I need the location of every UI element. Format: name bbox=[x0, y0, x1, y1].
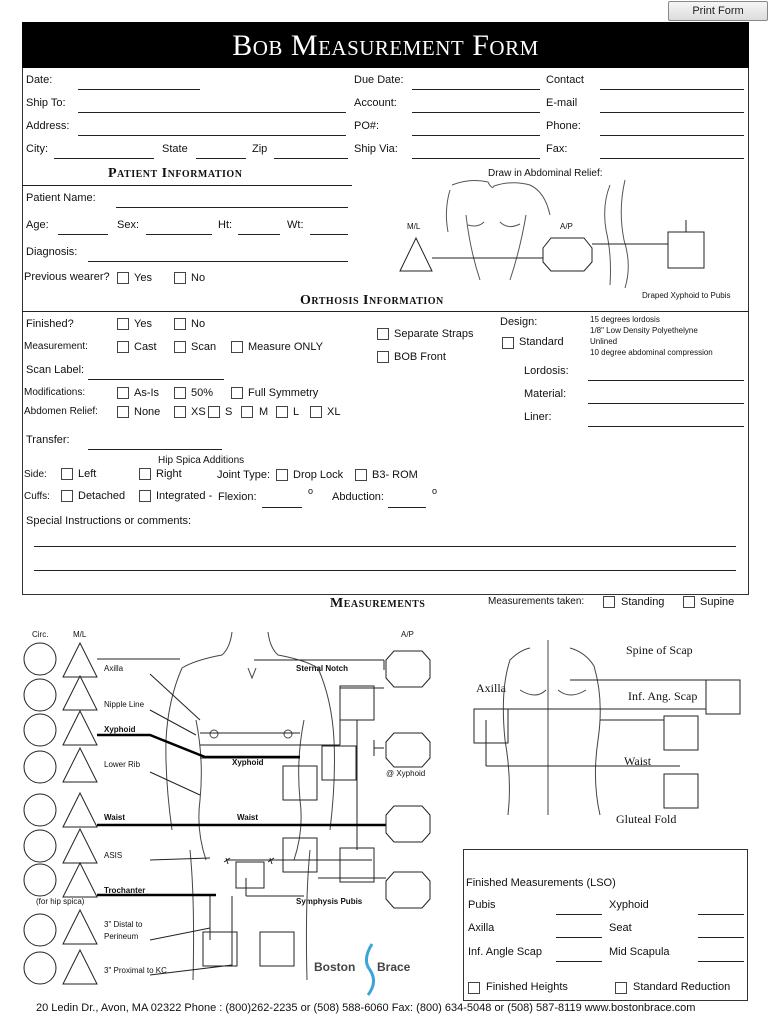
contact-label: Contact bbox=[546, 74, 584, 86]
ap-column-label: A/P bbox=[401, 630, 414, 639]
due-date-label: Due Date: bbox=[354, 74, 404, 86]
account-label: Account: bbox=[354, 97, 397, 109]
state-label: State bbox=[162, 143, 188, 155]
ht-label: Ht: bbox=[218, 219, 233, 231]
finished-label: Finished? bbox=[26, 318, 74, 330]
side-left-label: Left bbox=[78, 468, 97, 480]
asis-label: ASIS bbox=[104, 851, 123, 860]
back-guide-lines bbox=[484, 680, 706, 766]
circ-column-label: Circ. bbox=[32, 630, 49, 639]
ship-to-label: Ship To: bbox=[26, 97, 66, 109]
previous-wearer-yes-label: Yes bbox=[134, 272, 152, 284]
spine-of-scap-label: Spine of Scap bbox=[626, 643, 693, 657]
for-hip-spica-label: (for hip spica) bbox=[36, 897, 85, 906]
email-label: E-mail bbox=[546, 97, 578, 109]
design-note-lining: Unlined bbox=[590, 337, 618, 346]
joint-type-label: Joint Type: bbox=[217, 469, 270, 481]
previous-wearer-no-label: No bbox=[191, 272, 206, 284]
print-form-button[interactable]: Print Form bbox=[668, 1, 768, 21]
flexion-label: Flexion: bbox=[218, 491, 257, 503]
trochanter-label: Trochanter bbox=[104, 886, 146, 895]
cuffs-integrated-label: Integrated - bbox=[156, 490, 213, 502]
design-note-material: 1/8" Low Density Polyethelyne bbox=[590, 326, 698, 335]
relief-s-label: S bbox=[225, 406, 233, 418]
as-is-label: As-Is bbox=[134, 387, 160, 399]
measurements-taken-label: Measurements taken: bbox=[488, 596, 585, 607]
standard-design-label: Standard bbox=[519, 336, 564, 348]
back-body-drawing bbox=[503, 640, 600, 815]
sex-label: Sex: bbox=[117, 219, 140, 231]
flexion-degree-symbol: o bbox=[308, 486, 314, 496]
modifications-label: Modifications: bbox=[24, 387, 86, 398]
cast-label: Cast bbox=[134, 341, 157, 353]
full-symmetry-label: Full Symmetry bbox=[248, 387, 319, 399]
ml-column-label: M/L bbox=[73, 630, 87, 639]
relief-xl-label: XL bbox=[327, 406, 341, 418]
xyphoid-inner-label: Xyphoid bbox=[232, 758, 264, 767]
waist-inner-label: Waist bbox=[237, 813, 259, 822]
cuffs-label: Cuffs: bbox=[24, 491, 50, 502]
bob-front-label: BOB Front bbox=[394, 351, 446, 363]
measure-only-label: Measure ONLY bbox=[248, 341, 323, 353]
finished-no-label: No bbox=[191, 318, 206, 330]
separate-straps-label: Separate Straps bbox=[394, 328, 474, 340]
b3-rom-label: B3- ROM bbox=[372, 469, 418, 481]
orthosis-info-heading: Orthosis Information bbox=[300, 293, 444, 308]
back-axilla-label: Axilla bbox=[476, 681, 506, 695]
abduction-degree-symbol: o bbox=[432, 486, 438, 496]
scan-label: Scan bbox=[191, 341, 217, 353]
pubis-label: Pubis bbox=[468, 899, 496, 911]
material-label: Material: bbox=[524, 388, 567, 400]
asis-x-marks bbox=[224, 858, 274, 864]
draped-xyphoid-label: Draped Xyphoid to Pubis bbox=[642, 291, 731, 300]
mid-scapula-label: Mid Scapula bbox=[609, 946, 670, 958]
phone-label: Phone: bbox=[546, 120, 581, 132]
special-instructions-label: Special Instructions or comments: bbox=[26, 515, 192, 527]
design-note-lordosis: 15 degrees lordosis bbox=[590, 315, 660, 324]
age-label: Age: bbox=[26, 219, 49, 231]
side-label: Side: bbox=[24, 469, 47, 480]
abdominal-ap-box bbox=[668, 232, 704, 268]
finished-yes-label: Yes bbox=[134, 318, 152, 330]
at-xyphoid-label: @ Xyphoid bbox=[386, 769, 426, 778]
fifty-percent-label: 50% bbox=[191, 387, 214, 399]
fin-axilla-label: Axilla bbox=[468, 922, 495, 934]
gluteal-fold-label: Gluteal Fold bbox=[616, 812, 677, 826]
fin-xyphoid-label: Xyphoid bbox=[609, 899, 649, 911]
xyphoid-label: Xyphoid bbox=[104, 725, 136, 734]
patient-info-heading: Patient Information bbox=[108, 166, 243, 181]
address-label: Address: bbox=[26, 120, 70, 132]
standard-reduction-label: Standard Reduction bbox=[633, 981, 731, 993]
side-right-label: Right bbox=[156, 468, 182, 480]
hip-spica-label: Hip Spica Additions bbox=[158, 455, 245, 466]
sternal-notch-label: Sternal Notch bbox=[296, 664, 349, 673]
back-ap-boxes bbox=[474, 680, 740, 808]
ml-triangles bbox=[63, 643, 97, 984]
circumference-circles bbox=[24, 643, 56, 984]
scan-label-label: Scan Label: bbox=[26, 364, 85, 376]
axilla-label: Axilla bbox=[104, 664, 124, 673]
transfer-label: Transfer: bbox=[26, 434, 70, 446]
diagnosis-label: Diagnosis: bbox=[26, 246, 78, 258]
logo-swoosh bbox=[366, 944, 373, 995]
supine-label: Supine bbox=[700, 596, 735, 608]
distal-perineum-label-2: Perineum bbox=[104, 932, 139, 941]
footer-address: 20 Ledin Dr., Avon, MA 02322 Phone : (800)262-2235 or (508) 588-6060 Fax: (800) 634-5048 or (508) 587-8119 www.bostonbrace.com bbox=[36, 1002, 696, 1014]
relief-none-label: None bbox=[134, 406, 161, 418]
abdominal-ml-label: M/L bbox=[407, 222, 421, 231]
front-guide-lines bbox=[97, 659, 386, 975]
standing-label: Standing bbox=[621, 596, 665, 608]
wt-label: Wt: bbox=[287, 219, 304, 231]
logo-word-brace: Brace bbox=[377, 960, 411, 974]
city-label: City: bbox=[26, 143, 48, 155]
liner-label: Liner: bbox=[524, 411, 552, 423]
front-ap-octagons bbox=[386, 651, 430, 908]
relief-xs-label: XS bbox=[191, 406, 206, 418]
logo-word-boston: Boston bbox=[314, 960, 356, 974]
patient-name-label: Patient Name: bbox=[26, 192, 96, 204]
relief-l-label: L bbox=[293, 406, 300, 418]
inf-ang-scap-label: Inf. Ang. Scap bbox=[628, 689, 698, 703]
finished-measurements-heading: Finished Measurements (LSO) bbox=[466, 877, 616, 889]
abdominal-relief-label: Draw in Abdominal Relief: bbox=[488, 168, 603, 179]
measurement-label: Measurement: bbox=[24, 341, 88, 352]
abdominal-ml-triangle bbox=[400, 238, 432, 271]
proximal-kc-label: 3" Proximal to KC bbox=[104, 966, 167, 975]
abdominal-ap-label: A/P bbox=[560, 222, 573, 231]
distal-perineum-label-1: 3" Distal to bbox=[104, 920, 143, 929]
abdomen-relief-label: Abdomen Relief: bbox=[24, 406, 98, 417]
front-body-drawing bbox=[166, 632, 335, 980]
cuffs-detached-label: Detached bbox=[78, 490, 126, 502]
front-bold-lines bbox=[97, 735, 386, 895]
measurements-heading: Measurements bbox=[330, 596, 426, 611]
abdominal-ap-octagon bbox=[543, 238, 592, 271]
form-title: Bob Measurement Form bbox=[22, 22, 749, 68]
relief-m-label: M bbox=[259, 406, 269, 418]
abdominal-torso-drawing bbox=[446, 180, 628, 288]
previous-wearer-label: Previous wearer? bbox=[24, 271, 110, 283]
finished-heights-label: Finished Heights bbox=[486, 981, 568, 993]
waist-label: Waist bbox=[104, 813, 126, 822]
back-waist-label: Waist bbox=[624, 754, 652, 768]
lower-rib-label: Lower Rib bbox=[104, 760, 141, 769]
nipple-line-label: Nipple Line bbox=[104, 700, 145, 709]
fax-label: Fax: bbox=[546, 143, 568, 155]
design-note-compression: 10 degree abdominal compression bbox=[590, 348, 713, 357]
symphysis-pubis-label: Symphysis Pubis bbox=[296, 897, 363, 906]
inf-angle-scap-label: Inf. Angle Scap bbox=[468, 946, 542, 958]
abduction-label: Abduction: bbox=[332, 491, 384, 503]
seat-label: Seat bbox=[609, 922, 632, 934]
design-label: Design: bbox=[500, 316, 538, 328]
po-label: PO#: bbox=[354, 120, 380, 132]
ship-via-label: Ship Via: bbox=[354, 143, 398, 155]
drop-lock-label: Drop Lock bbox=[293, 469, 344, 481]
date-label: Date: bbox=[26, 74, 53, 86]
lordosis-label: Lordosis: bbox=[524, 365, 569, 377]
zip-label: Zip bbox=[252, 143, 268, 155]
